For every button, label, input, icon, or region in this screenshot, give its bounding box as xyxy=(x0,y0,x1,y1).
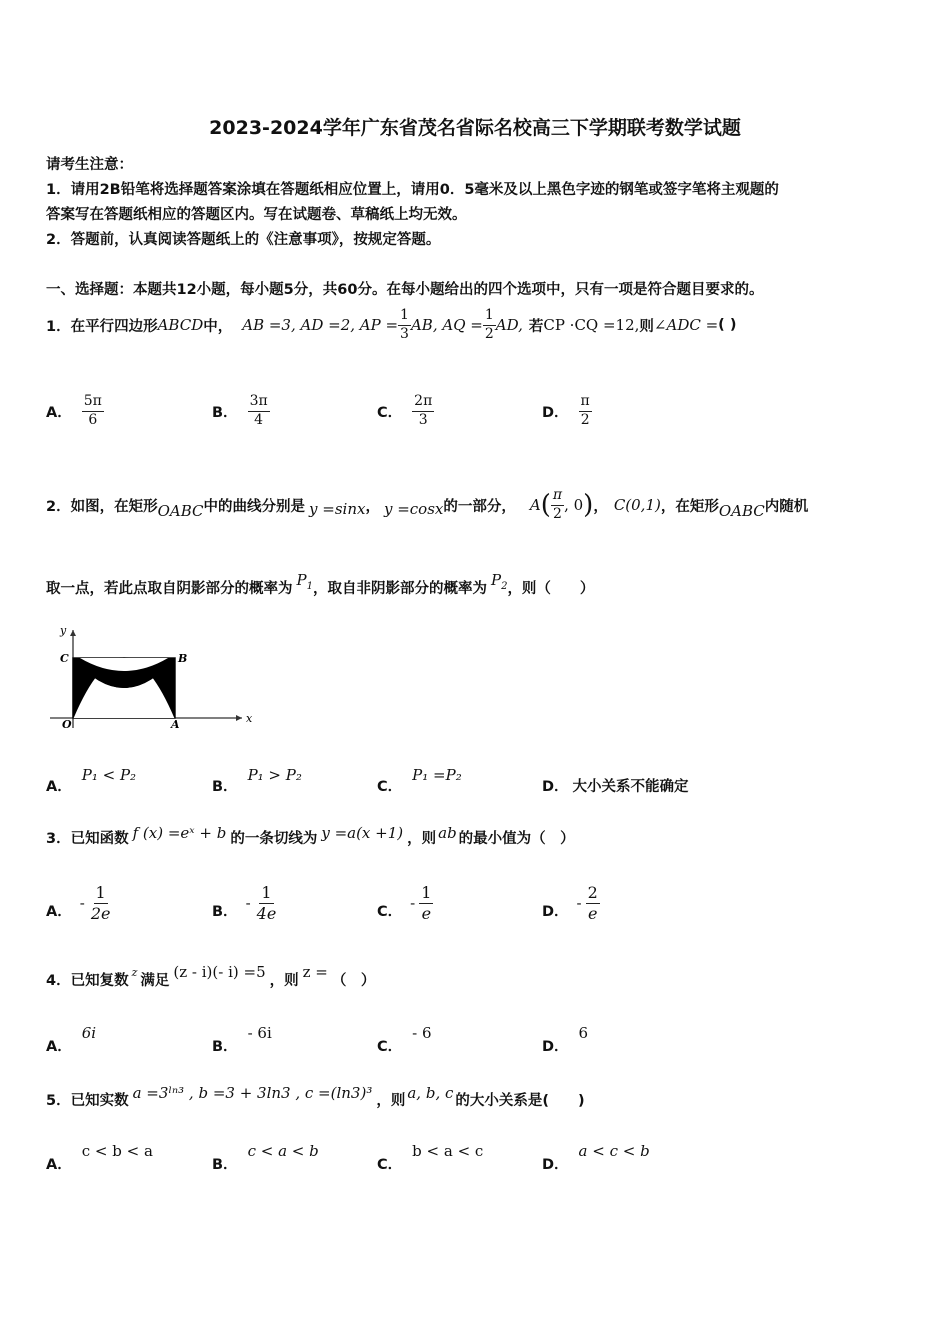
q4-equation: (z - i)(- i) =5 xyxy=(173,963,266,981)
q4-option-c[interactable]: C． - 6 xyxy=(377,1024,432,1055)
label-a: A xyxy=(171,718,180,731)
q2-comma: ， xyxy=(365,498,380,515)
q4-options xyxy=(46,1022,866,1056)
q3-option-b[interactable]: B． - $\frac{1}{4e}$ xyxy=(212,882,277,923)
question-1 xyxy=(46,303,736,347)
q2-line-2a: 取一点，若此点取自阴影部分的概率为 xyxy=(46,580,293,597)
q4-prefix: 4．已知复数 xyxy=(46,972,129,989)
q4-text-2: 满足 xyxy=(140,972,170,989)
q1-option-d[interactable]: D． $\frac{\pi}{2}$ xyxy=(542,393,590,428)
q1-condition-4: CP ·CQ =12, xyxy=(543,316,640,334)
q1-option-c[interactable]: C． $\frac{2\pi}{3}$ xyxy=(377,393,433,428)
q2-p1: $P_1$ xyxy=(296,570,313,592)
q1-abcd: ABCD xyxy=(157,316,204,334)
q2-p2: $P_2$ xyxy=(490,570,508,592)
q5-option-b[interactable]: B． c < a < b xyxy=(212,1142,319,1173)
q2-line-2 xyxy=(46,570,594,604)
q2-line-2c: ，则（ ） xyxy=(507,580,595,597)
q5-text-2: ，则 xyxy=(376,1092,406,1109)
label-y: y xyxy=(60,624,67,637)
q1-paren: ( ) xyxy=(718,317,737,333)
q5-abc: a, b, c xyxy=(407,1084,454,1102)
q1-option-a[interactable]: A． $\frac{5\pi}{6}$ xyxy=(46,393,102,428)
q4-option-b[interactable]: B． - 6i xyxy=(212,1024,272,1055)
q3-text-3: ，则 xyxy=(407,830,437,847)
q2-prefix: 2．如图，在矩形 xyxy=(46,498,158,515)
q3-option-c[interactable]: C． - $\frac{1}{e}$ xyxy=(377,882,432,923)
q5-option-c[interactable]: C． b < a < c xyxy=(377,1142,484,1173)
q4-option-a[interactable]: A． 6i xyxy=(46,1024,97,1055)
q4-text-4: （ ） xyxy=(331,972,376,989)
q1-condition-3: AD, xyxy=(495,316,523,334)
q3-ab: ab xyxy=(438,824,457,842)
q1-mid: 中， xyxy=(203,318,233,335)
q2-option-a[interactable]: A． P₁ < P₂ xyxy=(46,766,137,795)
page-title: 2023-2024学年广东省茂名省际名校高三下学期联考数学试题 xyxy=(209,117,741,139)
q2-text-2: 中的曲线分别是 xyxy=(203,498,306,515)
q5-text-3: 的大小关系是( ) xyxy=(455,1092,585,1109)
q1-condition: AB =3, AD =2, AP = xyxy=(242,316,399,334)
q2-option-b[interactable]: B． P₁ > P₂ xyxy=(212,766,302,795)
q2-point-a: A xyxy=(529,496,541,514)
q1-condition-2: AB, AQ = xyxy=(410,316,483,334)
q1-angle: ∠ADC = xyxy=(653,316,719,334)
notice-line-1: 1．请用2B铅笔将选择题答案涂填在答题纸相应位置上，请用0．5毫米及以上黑色字迹的钢笔或签字笔将主观题的 xyxy=(46,182,779,198)
q4-z: z xyxy=(131,965,138,979)
q2-graph xyxy=(46,624,256,734)
question-5 xyxy=(46,1082,585,1116)
q2-cos: y =cosx xyxy=(383,500,444,518)
q1-option-b[interactable]: B． $\frac{3\pi}{4}$ xyxy=(212,393,268,428)
q1-frac-2: $\frac{1}{2}$ xyxy=(484,307,494,342)
q2-sep: ， xyxy=(593,498,608,515)
label-b: B xyxy=(178,652,188,665)
q2-text-4: ，在矩形 xyxy=(660,498,719,515)
q3-function: f (x) =eˣ + b xyxy=(132,824,227,842)
q5-option-d[interactable]: D． a < c < b xyxy=(542,1142,650,1173)
q3-option-a[interactable]: A． - $\frac{1}{2e}$ xyxy=(46,882,111,923)
notice-line-3: 2．答题前，认真阅读答题纸上的《注意事项》，按规定答题。 xyxy=(46,232,441,248)
q1-prefix: 1．在平行四边形 xyxy=(46,318,158,335)
x-axis-arrow-icon xyxy=(236,715,242,721)
q2-option-d[interactable]: D． 大小关系不能确定 xyxy=(542,779,689,795)
q3-options xyxy=(46,878,866,928)
q2-line-2b: ，取自非阴影部分的概率为 xyxy=(312,580,487,597)
q3-tangent: y =a(x +1) xyxy=(321,824,404,842)
q2-point-a-tail: , 0 xyxy=(564,496,584,514)
q2-oabc-2: OABC xyxy=(718,502,765,520)
q1-frac-1: $\frac{1}{3}$ xyxy=(400,307,409,342)
notice-line-2: 答案写在答题纸相应的答题区内。写在试题卷、草稿纸上均无效。 xyxy=(46,207,467,223)
q3-option-d[interactable]: D． - $\frac{2}{e}$ xyxy=(542,882,598,923)
q1-options xyxy=(46,388,866,434)
q4-option-d[interactable]: D． 6 xyxy=(542,1024,589,1055)
section-heading: 一、选择题：本题共12小题，每小题5分，共60分。在每小题给出的四个选项中，只有一项是符合题目要求的。 xyxy=(46,282,764,298)
y-axis-arrow-icon xyxy=(70,630,76,636)
label-x: x xyxy=(246,712,253,725)
q5-options xyxy=(46,1140,866,1174)
q5-option-a[interactable]: A． c < b < a xyxy=(46,1142,153,1173)
question-3 xyxy=(46,820,575,854)
q3-prefix: 3．已知函数 xyxy=(46,830,129,847)
label-o: O xyxy=(62,718,72,731)
q2-text-3: 的一部分， xyxy=(443,498,516,515)
q2-options xyxy=(46,762,866,796)
q3-text-2: 的一条切线为 xyxy=(230,830,318,847)
q5-equation: a =3ˡⁿ³ , b =3 + 3ln3 , c =(ln3)³ xyxy=(132,1084,373,1102)
q4-text-3: ，则 xyxy=(269,972,299,989)
question-2: 2．如图，在矩形 OABC 中的曲线分别是 y =sinx ， y =cosx 的一部分， A ( $\frac{\pi}{2}$ , 0 ) ， C(0,1) ，在矩形 OABC 内随机 xyxy=(46,487,809,522)
q2-oabc: OABC xyxy=(157,502,204,520)
q1-then: 则 xyxy=(639,318,654,335)
label-c: C xyxy=(60,652,69,665)
question-4 xyxy=(46,962,375,996)
q2-text-5: 内随机 xyxy=(764,498,809,515)
q2-point-c: C(0,1) xyxy=(613,496,661,514)
q1-if: 若 xyxy=(528,318,544,335)
q2-option-c[interactable]: C． P₁ =P₂ xyxy=(377,766,462,795)
q3-text-4: 的最小值为（ ） xyxy=(458,830,575,847)
notice-heading: 请考生注意： xyxy=(46,157,133,173)
q2-sin: y =sinx xyxy=(309,500,366,518)
q2-pi-half: $\frac{\pi}{2}$ xyxy=(552,487,563,522)
q5-prefix: 5．已知实数 xyxy=(46,1092,129,1109)
q4-z-eq: z = xyxy=(302,963,328,981)
